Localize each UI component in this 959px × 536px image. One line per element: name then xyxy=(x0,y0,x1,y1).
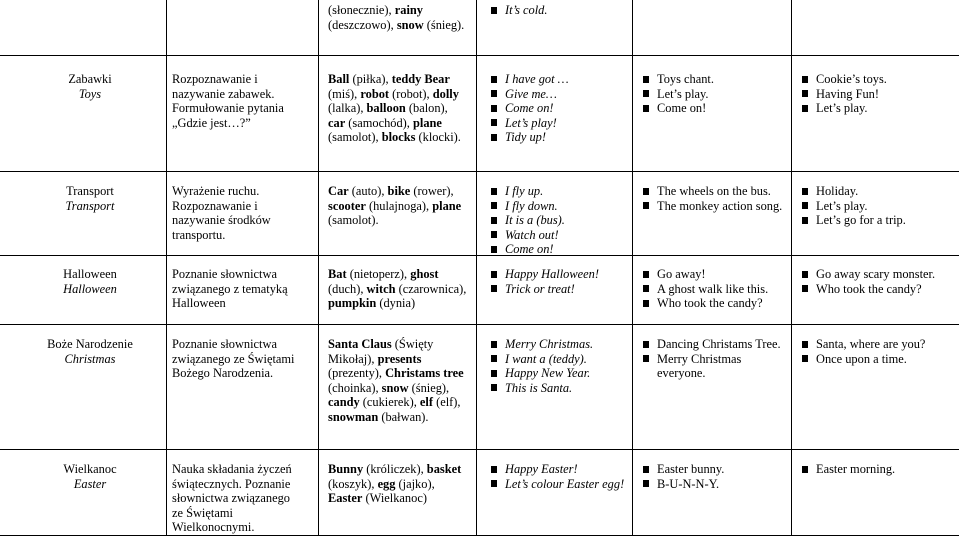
vocab-translation: (słonecznie), xyxy=(328,3,395,17)
theme-cell xyxy=(14,337,166,366)
list-item xyxy=(642,337,792,352)
vocab-word: teddy Bear xyxy=(391,72,450,86)
list-item-text: Happy New Year. xyxy=(505,366,591,381)
square-bullet-icon xyxy=(802,341,808,348)
list-item-text: I want a (teddy). xyxy=(505,351,587,366)
list-item-text: Let’s play. xyxy=(816,101,868,116)
list-item-text: A ghost walk like this. xyxy=(657,281,769,296)
list-item-text: Let’s play. xyxy=(657,86,709,101)
square-bullet-icon xyxy=(643,341,649,348)
vocab-translation: (śnieg), xyxy=(408,380,450,395)
stories-cell xyxy=(801,267,951,296)
vocab-translation: (lalka), xyxy=(328,101,367,116)
vocab-translation: (klocki). xyxy=(415,130,461,145)
theme-polish: Zabawki xyxy=(68,72,112,86)
row-divider xyxy=(0,324,959,325)
list-item-text: Watch out! xyxy=(505,227,559,242)
vocab-word: witch xyxy=(366,281,396,296)
vocab-word: basket xyxy=(426,462,462,476)
theme-cell xyxy=(14,72,166,101)
list-item xyxy=(490,267,640,282)
column-divider xyxy=(166,0,167,536)
phrases-list xyxy=(490,3,640,18)
list-item-text: Let’s play! xyxy=(505,115,557,130)
vocab-word: snow xyxy=(396,17,424,32)
vocab-word: car xyxy=(328,115,346,130)
list-item-text: Come on! xyxy=(657,101,707,116)
list-item-text: Go away scary monster. xyxy=(816,267,936,281)
vocabulary-cell xyxy=(328,184,468,228)
vocab-translation: (czarownica), xyxy=(395,281,467,296)
list-item xyxy=(490,213,640,228)
list-item-text: Tidy up! xyxy=(505,130,546,145)
list-item xyxy=(801,213,951,228)
theme-polish: Boże Narodzenie xyxy=(47,337,133,351)
songs-cell xyxy=(642,337,792,381)
list-item xyxy=(801,337,951,352)
songs-cell xyxy=(642,267,792,311)
list-item xyxy=(490,352,640,367)
square-bullet-icon xyxy=(491,231,497,238)
phrases-cell xyxy=(490,184,640,257)
vocab-word: rainy xyxy=(394,3,423,17)
list-item xyxy=(642,477,792,492)
square-bullet-icon xyxy=(491,355,497,362)
stories-cell xyxy=(801,337,951,366)
vocab-translation: (bałwan). xyxy=(378,409,429,424)
list-item xyxy=(801,72,951,87)
vocab-word: Easter xyxy=(328,491,363,506)
row-divider xyxy=(0,255,959,256)
vocab-translation: (jajko), xyxy=(395,476,435,491)
square-bullet-icon xyxy=(643,355,649,362)
list-item-text: Give me… xyxy=(505,86,557,101)
list-item xyxy=(490,87,640,102)
list-item-text: Go away! xyxy=(657,267,706,281)
list-item xyxy=(490,228,640,243)
square-bullet-icon xyxy=(802,271,808,278)
list-item xyxy=(642,184,792,199)
theme-english: Toys xyxy=(78,86,102,101)
list-item xyxy=(801,267,951,282)
square-bullet-icon xyxy=(643,466,649,473)
list-item xyxy=(642,101,792,116)
vocab-word: blocks xyxy=(381,130,416,145)
square-bullet-icon xyxy=(491,384,497,391)
vocab-translation: (miś), xyxy=(328,86,361,101)
vocab-word: ghost xyxy=(410,267,439,281)
vocab-translation: (samolot). xyxy=(328,213,379,228)
list-item xyxy=(642,267,792,282)
list-item-text: Once upon a time. xyxy=(816,351,907,366)
square-bullet-icon xyxy=(643,188,649,195)
list-item xyxy=(490,337,640,352)
row-divider xyxy=(0,171,959,172)
phrases-list xyxy=(490,462,640,491)
vocab-translation: (duch), xyxy=(328,281,367,296)
square-bullet-icon xyxy=(802,188,808,195)
stories-cell xyxy=(801,184,951,228)
stories-cell xyxy=(801,462,951,477)
square-bullet-icon xyxy=(491,271,497,278)
square-bullet-icon xyxy=(491,202,497,209)
list-item-text: Merry Christmas everyone. xyxy=(657,351,742,381)
goals-cell: Poznanie słownictwa związanego ze Świętami Bożego Narodzenia. xyxy=(172,337,295,381)
vocab-word: balloon xyxy=(366,101,406,116)
songs-list xyxy=(642,72,792,116)
vocab-word: bike xyxy=(387,184,411,198)
theme-cell xyxy=(14,462,166,491)
square-bullet-icon xyxy=(491,217,497,224)
square-bullet-icon xyxy=(643,76,649,83)
square-bullet-icon xyxy=(491,466,497,473)
square-bullet-icon xyxy=(491,188,497,195)
square-bullet-icon xyxy=(802,217,808,224)
list-item xyxy=(642,199,792,214)
vocab-word: Christams tree xyxy=(385,366,464,381)
list-item xyxy=(490,477,640,492)
vocab-translation: (robot), xyxy=(389,86,433,101)
vocab-translation: (samolot), xyxy=(328,130,382,145)
theme-cell xyxy=(14,267,166,296)
column-divider xyxy=(318,0,319,536)
vocab-translation: (cukierek), xyxy=(359,395,420,410)
vocab-word: Bat xyxy=(328,267,347,281)
phrases-list xyxy=(490,337,640,395)
vocab-word: Bunny xyxy=(328,462,364,476)
vocab-translation: (hulajnoga), xyxy=(365,198,433,213)
vocab-word: Ball xyxy=(328,72,350,86)
phrases-cell xyxy=(490,3,640,18)
list-item-text: Santa, where are you? xyxy=(816,337,926,351)
list-item-text: Toys chant. xyxy=(657,72,714,86)
vocab-word: snow xyxy=(381,380,409,395)
vocab-word: presents xyxy=(377,351,422,366)
songs-list xyxy=(642,462,792,491)
vocab-word: candy xyxy=(328,395,360,410)
list-item xyxy=(490,101,640,116)
square-bullet-icon xyxy=(643,90,649,97)
stories-list xyxy=(801,72,951,116)
vocab-word: egg xyxy=(377,476,396,491)
theme-polish: Halloween xyxy=(63,267,117,281)
square-bullet-icon xyxy=(643,202,649,209)
list-item xyxy=(642,296,792,311)
vocab-word: pumpkin xyxy=(328,296,377,311)
vocab-word: elf xyxy=(419,395,433,410)
vocabulary-cell xyxy=(328,72,468,145)
vocab-word: plane xyxy=(432,198,462,213)
square-bullet-icon xyxy=(802,90,808,97)
goals-cell: Poznanie słownictwa związanego z tematyką Halloween xyxy=(172,267,288,311)
square-bullet-icon xyxy=(643,105,649,112)
theme-english: Halloween xyxy=(63,281,117,296)
list-item-text: Having Fun! xyxy=(816,86,879,101)
vocab-translation: (nietoperz), xyxy=(346,267,411,281)
list-item-text: Happy Halloween! xyxy=(505,267,599,281)
list-item xyxy=(801,199,951,214)
vocab-translation: (balon), xyxy=(405,101,448,116)
vocab-translation: (dynia) xyxy=(376,296,416,311)
theme-english: Christmas xyxy=(64,351,116,366)
list-item-text: Easter bunny. xyxy=(657,462,725,476)
vocab-word: dolly xyxy=(432,86,459,101)
theme-polish: Transport xyxy=(66,184,114,198)
phrases-cell xyxy=(490,267,640,296)
list-item xyxy=(490,130,640,145)
list-item xyxy=(490,366,640,381)
square-bullet-icon xyxy=(802,202,808,209)
stories-list xyxy=(801,462,951,477)
list-item-text: I fly down. xyxy=(505,198,558,213)
vocabulary-cell xyxy=(328,267,468,311)
theme-polish: Wielkanoc xyxy=(63,462,117,476)
vocab-translation: (prezenty), xyxy=(328,366,386,381)
vocab-translation: (króliczek), xyxy=(363,462,427,476)
list-item-text: Cookie’s toys. xyxy=(816,72,887,86)
list-item xyxy=(490,282,640,297)
list-item xyxy=(801,184,951,199)
list-item-text: Holiday. xyxy=(816,184,859,198)
vocab-word: Santa Claus xyxy=(328,337,392,351)
square-bullet-icon xyxy=(643,300,649,307)
theme-cell xyxy=(14,184,166,213)
vocabulary-cell xyxy=(328,462,468,506)
vocabulary-cell xyxy=(328,3,468,32)
square-bullet-icon xyxy=(491,341,497,348)
vocab-translation: (piłka), xyxy=(349,72,392,86)
goals-cell: Wyrażenie ruchu. Rozpoznawanie i nazywanie środków transportu. xyxy=(172,184,271,242)
list-item xyxy=(801,101,951,116)
vocab-word: robot xyxy=(360,86,390,101)
list-item xyxy=(642,282,792,297)
square-bullet-icon xyxy=(643,271,649,278)
list-item-text: Who took the candy? xyxy=(816,281,922,296)
square-bullet-icon xyxy=(491,480,497,487)
list-item-text: Come on! xyxy=(505,242,554,257)
square-bullet-icon xyxy=(802,76,808,83)
column-divider xyxy=(476,0,477,536)
list-item-text: It is a (bus). xyxy=(505,213,565,228)
list-item-text: Dancing Christams Tree. xyxy=(657,337,781,351)
row-divider xyxy=(0,55,959,56)
vocab-word: snowman xyxy=(328,409,379,424)
phrases-list xyxy=(490,72,640,145)
songs-list xyxy=(642,337,792,381)
list-item xyxy=(490,72,640,87)
vocab-translation: (śnieg). xyxy=(423,17,465,32)
list-item xyxy=(490,242,640,257)
vocab-word: Car xyxy=(328,184,349,198)
list-item-text: Let’s colour Easter egg! xyxy=(505,476,625,491)
vocab-translation: (elf), xyxy=(432,395,461,410)
list-item-text: This is Santa. xyxy=(505,380,573,395)
phrases-cell xyxy=(490,462,640,491)
phrases-cell xyxy=(490,337,640,395)
square-bullet-icon xyxy=(491,119,497,126)
songs-cell xyxy=(642,462,792,491)
stories-list xyxy=(801,184,951,228)
vocab-translation: (auto), xyxy=(348,184,388,198)
list-item-text: Easter morning. xyxy=(816,462,896,476)
stories-list xyxy=(801,267,951,296)
square-bullet-icon xyxy=(643,285,649,292)
square-bullet-icon xyxy=(491,285,497,292)
phrases-cell xyxy=(490,72,640,145)
list-item xyxy=(490,462,640,477)
songs-cell xyxy=(642,184,792,213)
list-item-text: The monkey action song. xyxy=(657,198,783,213)
list-item xyxy=(642,462,792,477)
list-item xyxy=(490,184,640,199)
list-item xyxy=(490,3,640,18)
vocab-translation: (koszyk), xyxy=(328,476,378,491)
songs-cell xyxy=(642,72,792,116)
square-bullet-icon xyxy=(802,466,808,473)
square-bullet-icon xyxy=(491,134,497,141)
square-bullet-icon xyxy=(491,90,497,97)
vocab-translation: (choinka), xyxy=(328,380,382,395)
vocab-translation: (rower), xyxy=(410,184,454,198)
vocab-word: plane xyxy=(413,115,442,130)
songs-list xyxy=(642,267,792,311)
square-bullet-icon xyxy=(491,105,497,112)
phrases-list xyxy=(490,184,640,257)
songs-list xyxy=(642,184,792,213)
vocabulary-cell xyxy=(328,337,468,425)
square-bullet-icon xyxy=(802,285,808,292)
list-item-text: I fly up. xyxy=(505,184,544,198)
theme-english: Transport xyxy=(65,198,115,213)
list-item xyxy=(642,72,792,87)
square-bullet-icon xyxy=(491,7,497,14)
list-item xyxy=(490,381,640,396)
list-item-text: I have got … xyxy=(505,72,569,86)
vocab-translation: (samochód), xyxy=(345,115,413,130)
square-bullet-icon xyxy=(491,246,497,253)
list-item-text: Let’s play. xyxy=(816,198,868,213)
list-item-text: It’s cold. xyxy=(505,3,548,17)
theme-english: Easter xyxy=(73,476,107,491)
row-divider xyxy=(0,449,959,450)
list-item-text: Come on! xyxy=(505,101,554,116)
goals-cell: Rozpoznawanie i nazywanie zabawek. Formułowanie pytania „Gdzie jest…?” xyxy=(172,72,284,130)
list-item xyxy=(642,352,792,381)
square-bullet-icon xyxy=(802,105,808,112)
vocab-translation: (deszczowo), xyxy=(328,17,397,32)
square-bullet-icon xyxy=(491,370,497,377)
square-bullet-icon xyxy=(802,355,808,362)
list-item-text: Who took the candy? xyxy=(657,296,763,311)
square-bullet-icon xyxy=(491,76,497,83)
list-item xyxy=(801,282,951,297)
list-item-text: B-U-N-N-Y. xyxy=(657,476,720,491)
list-item-text: Happy Easter! xyxy=(505,462,578,476)
vocab-translation: (Święty Mikołaj), xyxy=(328,337,434,366)
list-item-text: The wheels on the bus. xyxy=(657,184,771,198)
list-item-text: Trick or treat! xyxy=(505,281,575,296)
stories-list xyxy=(801,337,951,366)
list-item-text: Let’s go for a trip. xyxy=(816,213,906,228)
list-item xyxy=(490,116,640,131)
stories-cell xyxy=(801,72,951,116)
vocab-word: scooter xyxy=(328,198,366,213)
list-item xyxy=(801,462,951,477)
goals-cell: Nauka składania życzeń świątecznych. Poznanie słownictwa związanego ze Świętami Wielkonocnymi. xyxy=(172,462,292,535)
square-bullet-icon xyxy=(643,480,649,487)
list-item xyxy=(801,87,951,102)
phrases-list xyxy=(490,267,640,296)
list-item xyxy=(801,352,951,367)
list-item xyxy=(642,87,792,102)
list-item-text: Merry Christmas. xyxy=(505,337,594,351)
list-item xyxy=(490,199,640,214)
vocab-translation: (Wielkanoc) xyxy=(362,491,427,506)
